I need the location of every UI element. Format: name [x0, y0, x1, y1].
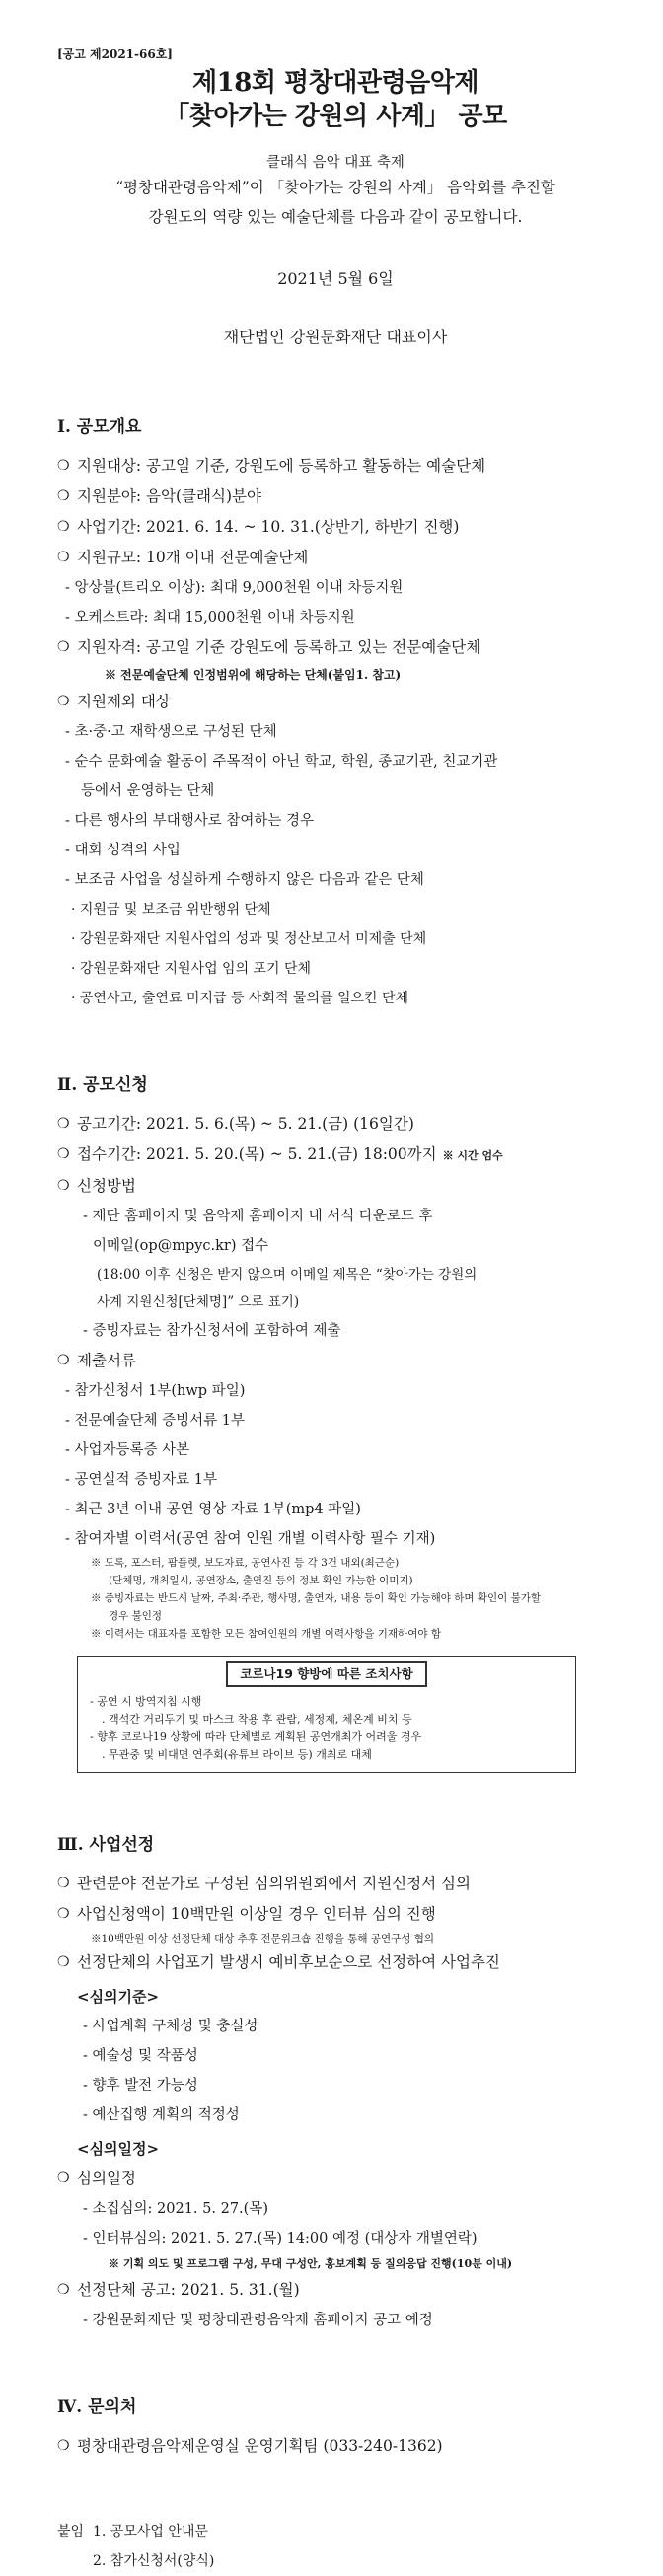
support-target: ❍ 지원대상: 공고일 기준, 강원도에 등록하고 활동하는 예술단체	[57, 451, 614, 481]
criteria-heading: <심의기준>	[77, 1988, 160, 2006]
document-item: - 참여자별 이력서(공연 참여 인원 개별 이력사항 필수 기재)	[65, 1531, 436, 1547]
document-item: - 참가신청서 1부(hwp 파일)	[65, 1383, 246, 1399]
bullet-icon: ❍	[57, 1116, 70, 1132]
bullet-icon: ❍	[57, 1906, 70, 1922]
document-note: ※ 도록, 포스터, 팜플렛, 보도자료, 공연사진 등 각 3건 내외(최근순)	[91, 1557, 400, 1569]
bullet-icon: ❍	[57, 1146, 70, 1162]
criteria-item: - 향후 발전 가능성	[83, 2078, 198, 2094]
method-note-cont: 사계 지원신청[단체명]” 으로 표기)	[97, 1294, 300, 1310]
review-schedule: ❍ 심의일정	[57, 2164, 614, 2194]
method-item: - 재단 홈페이지 및 음악제 홈페이지 내 서식 다운로드 후	[83, 1209, 433, 1224]
subtitle: 클래식 음악 대표 축제	[266, 155, 405, 171]
bullet-icon: ❍	[57, 550, 70, 565]
bullet-icon: ❍	[57, 1178, 70, 1194]
section-1-title: Ⅰ. 공모개요	[57, 417, 142, 437]
exclusion-subitem: · 지원금 및 보조금 위반행위 단체	[71, 902, 271, 918]
criteria-item: - 예산집행 계획의 적정성	[83, 2107, 240, 2123]
ensemble-support: - 앙상블(트리오 이상): 최대 9,000천원 이내 차등지원	[65, 580, 404, 596]
method-email: 이메일(op@mpyc.kr) 접수	[93, 1238, 269, 1254]
project-period: ❍ 사업기간: 2021. 6. 14. ~ 10. 31.(상반기, 하반기 진행)	[57, 512, 614, 543]
qualification: ❍ 지원자격: 공고일 기준 강원도에 등록하고 있는 전문예술단체	[57, 632, 614, 663]
bullet-icon: ❍	[57, 488, 70, 504]
bullet-icon: ❍	[57, 1353, 70, 1368]
method-note: (18:00 이후 신청은 받지 않으며 이메일 제목은 “찾아가는 강원의	[97, 1267, 478, 1283]
bullet-icon: ❍	[57, 1876, 70, 1891]
criteria-item: - 사업계획 구체성 및 충실성	[83, 2019, 258, 2034]
bullet-icon: ❍	[57, 458, 70, 474]
document-note: ※ 이력서는 대표자를 포함한 모든 참여인원의 개별 이력사항을 기재하여야 함	[91, 1628, 441, 1640]
time-strict-note: ※ 시간 엄수	[442, 1149, 503, 1162]
attachment-item: 2. 참가신청서(양식)	[93, 2553, 215, 2569]
bullet-icon: ❍	[57, 1954, 70, 1970]
notice-period: ❍ 공고기간: 2021. 5. 6.(목) ~ 5. 21.(금) (16일간)	[57, 1109, 614, 1140]
review-item: - 인터뷰심의: 2021. 5. 27.(목) 14:00 예정 (대상자 개별연락)	[83, 2231, 478, 2246]
section-2-title: Ⅱ. 공모신청	[57, 1075, 148, 1095]
exclusion-item: - 초·중·고 재학생으로 구성된 단체	[65, 724, 277, 740]
document-note: ※ 증빙자료는 반드시 날짜, 주최·주관, 행사명, 출연자, 내용 등이 확인 가능해야 하며 확인이 불가할	[91, 1592, 542, 1604]
selection-note: ※10백만원 이상 선정단체 대상 추후 전문위크숍 진행을 통해 공연구성 협의	[91, 1933, 435, 1945]
bullet-icon: ❍	[57, 694, 70, 709]
announcement-item: - 강원문화재단 및 평창대관령음악제 홈페이지 공고 예정	[83, 2313, 433, 2328]
exclusion-item-cont: 등에서 운영하는 단체	[81, 783, 215, 799]
document-item: - 공연실적 증빙자료 1부	[65, 1472, 218, 1488]
support-field: ❍ 지원분야: 음악(클래식)분야	[57, 481, 614, 512]
review-item: - 소집심의: 2021. 5. 27.(목)	[83, 2201, 268, 2217]
document-item: - 사업자등록증 사본	[65, 1442, 190, 1458]
review-note: ※ 기획 의도 및 프로그램 구성, 무대 구성안, 홍보계획 등 질의응답 진행(10분 이내)	[109, 2257, 513, 2270]
qualification-note: ※ 전문예술단체 인정범위에 해당하는 단체(붙임1. 참고)	[105, 668, 402, 682]
bullet-icon: ❍	[57, 2171, 70, 2186]
exclusion-subitem: · 공연사고, 출연료 미지급 등 사회적 물의를 일으킨 단체	[71, 991, 409, 1006]
support-scale: ❍ 지원규모: 10개 이내 전문예술단체	[57, 543, 614, 573]
corona-measure: - 공연 시 방역지침 시행	[90, 1695, 202, 1708]
exclusion-subitem: · 강원문화재단 지원사업 임의 포기 단체	[71, 961, 312, 977]
corona-measures-title: 코로나19 향방에 따른 조치사항	[226, 1661, 427, 1687]
required-documents: ❍ 제출서류	[57, 1346, 614, 1376]
intro-line-2: 강원도의 역량 있는 예술단체를 다음과 같이 공모합니다.	[148, 208, 523, 226]
exclusion-heading: ❍ 지원제외 대상	[57, 687, 614, 717]
issuer: 재단법인 강원문화재단 대표이사	[223, 328, 448, 346]
document-note-cont: (단체명, 개최일시, 공연장소, 출연진 등의 정보 확인 가능한 이미지)	[109, 1575, 413, 1586]
exclusion-item: - 대회 성격의 사업	[65, 843, 181, 858]
exclusion-subitem: · 강원문화재단 지원사업의 성과 및 정산보고서 미제출 단체	[71, 931, 427, 947]
selection-announcement: ❍ 선정단체 공고: 2021. 5. 31.(월)	[57, 2275, 614, 2306]
corona-measures-box	[77, 1656, 576, 1773]
receipt-period: ❍ 접수기간: 2021. 5. 20.(목) ~ 5. 21.(금) 18:00까지 ※ 시간 엄수	[57, 1140, 614, 1171]
bullet-icon: ❍	[57, 519, 70, 535]
section-4-title: Ⅳ. 문의처	[57, 2397, 137, 2417]
attachments	[57, 2517, 614, 2576]
selection-item: ❍ 선정단체의 사업포기 발생시 예비후보순으로 선정하여 사업추진	[57, 1948, 614, 1978]
method-item: - 증빙자료는 참가신청서에 포함하여 제출	[83, 1323, 341, 1339]
selection-item: ❍ 관련분야 전문가로 구성된 심의위원회에서 지원신청서 심의	[57, 1869, 614, 1899]
application-method: ❍ 신청방법	[57, 1171, 614, 1202]
notice-number: [공고 제2021-66호]	[57, 47, 173, 61]
exclusion-item: - 다른 행사의 부대행사로 참여하는 경우	[65, 813, 315, 829]
section-3-title: Ⅲ. 사업선정	[57, 1835, 155, 1855]
corona-measure-detail: . 객석간 거리두기 및 마스크 착용 후 관람, 세정제, 체온계 비치 등	[102, 1713, 412, 1726]
orchestra-support: - 오케스트라: 최대 15,000천원 이내 차등지원	[65, 610, 355, 626]
attachment-item: 1. 공모사업 안내문	[93, 2524, 208, 2539]
criteria-item: - 예술성 및 작품성	[83, 2048, 198, 2064]
notice-date: 2021년 5월 6일	[277, 269, 394, 288]
selection-item: ❍ 사업신청액이 10백만원 이상일 경우 인터뷰 심의 진행	[57, 1899, 614, 1930]
contact-info: ❍ 평창대관령음악제운영실 운영기획팀 (033-240-1362)	[57, 2431, 614, 2462]
exclusion-item: - 순수 문화예술 활동이 주목적이 아닌 학교, 학원, 종교기관, 친교기관	[65, 754, 498, 770]
document-item: - 최근 3년 이내 공연 영상 자료 1부(mp4 파일)	[65, 1502, 361, 1517]
bullet-icon: ❍	[57, 2282, 70, 2298]
corona-measure: - 향후 코로나19 상황에 따라 단체별로 계획된 공연개최가 어려울 경우	[90, 1730, 422, 1743]
attachments-label: 붙임	[57, 2524, 85, 2539]
schedule-heading: <심의일정>	[77, 2140, 160, 2158]
bullet-icon: ❍	[57, 2438, 70, 2454]
exclusion-item: - 보조금 사업을 성실하게 수행하지 않은 다음과 같은 단체	[65, 872, 424, 888]
title-line-2: 「찾아가는 강원의 사계」 공모	[164, 102, 507, 131]
title-line-1: 제18회 평창대관령음악제	[192, 68, 479, 98]
document-item: - 전문예술단체 증빙서류 1부	[65, 1413, 246, 1429]
bullet-icon: ❍	[57, 639, 70, 655]
document-note-cont: 경우 불인정	[109, 1610, 163, 1622]
intro-line-1: “평창대관령음악제”이 「찾아가는 강원의 사계」 음악회를 추진할	[115, 179, 555, 196]
corona-measure-detail: . 무관중 및 비대면 연주회(유튜브 라이브 등) 개최로 대체	[102, 1748, 372, 1761]
